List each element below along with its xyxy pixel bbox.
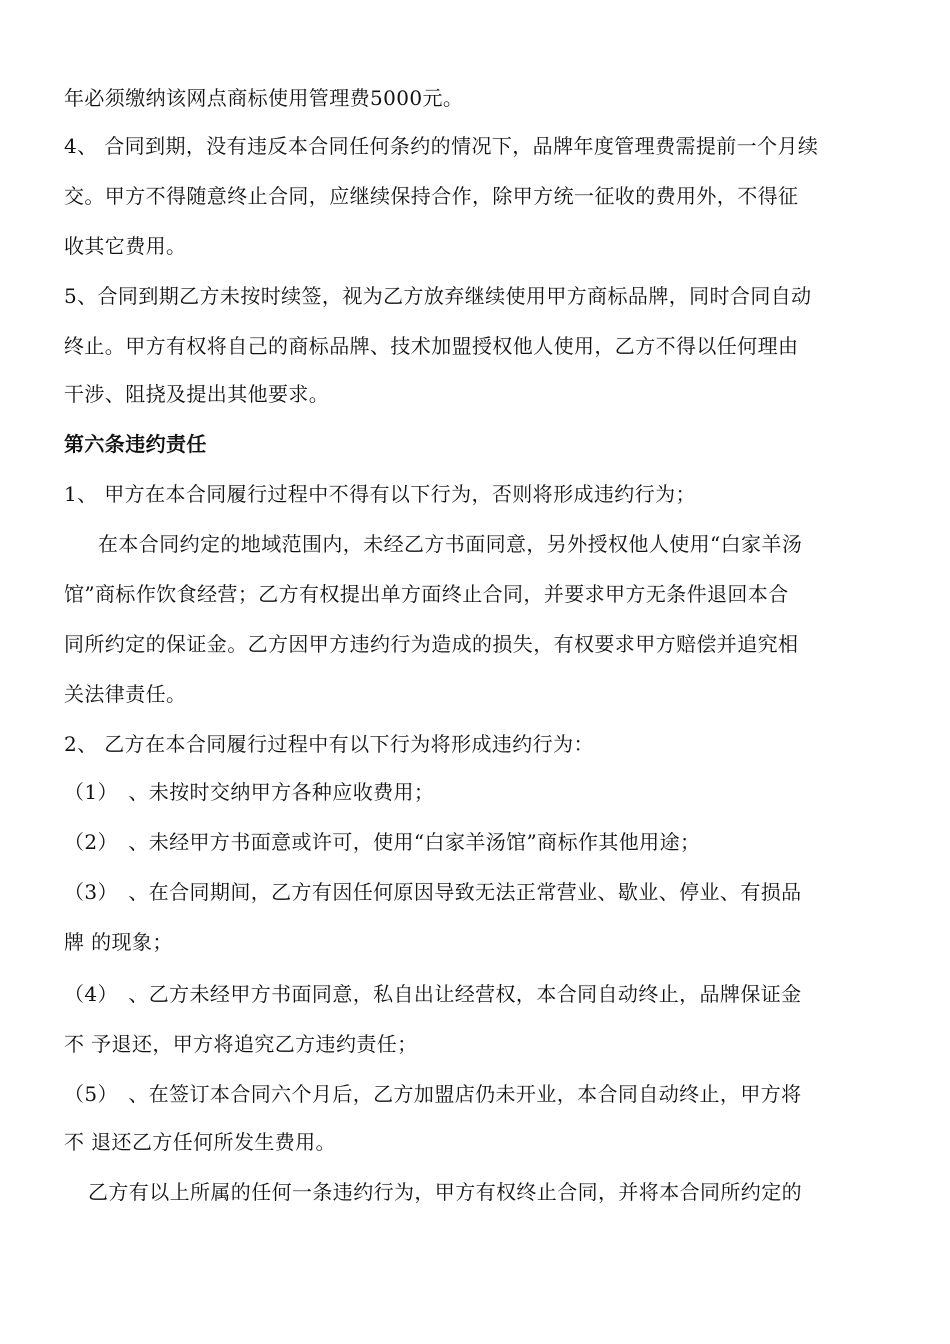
clause-5-line-2: 终止。甲方有权将自己的商标品牌、技术加盟授权他人使用，乙方不得以任何理由: [64, 334, 799, 358]
liability-1-line: 1、 甲方在本合同履行过程中不得有以下行为，否则将形成违约行为；: [64, 482, 696, 506]
liability-1-detail-line-1: 在本合同约定的地域范围内，未经乙方书面同意，另外授权他人使用“白家羊汤: [98, 532, 803, 556]
item-5-line-2: 不 退还乙方任何所发生费用。: [64, 1130, 336, 1154]
liability-1-detail-line-2: 馆”商标作饮食经营；乙方有权提出单方面终止合同，并要求甲方无条件退回本合: [64, 582, 789, 606]
clause-5-line-3: 干涉、阻挠及提出其他要求。: [64, 382, 330, 406]
clause-4-line-2: 交。甲方不得随意终止合同，应继续保持合作，除甲方统一征收的费用外，不得征: [64, 184, 799, 208]
item-3-line-1: （3） 、在合同期间，乙方有因任何原因导致无法正常营业、歇业、停业、有损品: [64, 880, 802, 904]
item-2-line: （2） 、未经甲方书面意或许可，使用“白家羊汤馆”商标作其他用途；: [64, 830, 701, 854]
closing-line: 乙方有以上所属的任何一条违约行为，甲方有权终止合同，并将本合同所约定的: [88, 1180, 802, 1204]
item-4-line-2: 不 予退还，甲方将追究乙方违约责任；: [64, 1032, 418, 1056]
clause-4-line-3: 收其它费用。: [64, 234, 187, 258]
clause-4-line-1: 4、 合同到期，没有违反本合同任何条约的情况下，品牌年度管理费需提前一个月续: [64, 134, 819, 158]
item-4-line-1: （4） 、乙方未经甲方书面同意，私自出让经营权，本合同自动终止，品牌保证金: [64, 982, 802, 1006]
section-heading: 第六条违约责任: [64, 432, 207, 456]
item-1-line: （1） 、未按时交纳甲方各种应收费用；: [64, 780, 435, 804]
item-3-line-2: 牌 的现象；: [64, 930, 173, 954]
liability-2-line: 2、 乙方在本合同履行过程中有以下行为将形成违约行为：: [64, 732, 594, 756]
text-line: 年必须缴纳该网点商标使用管理费5000元。: [64, 86, 464, 110]
clause-5-line-1: 5、合同到期乙方未按时续签，视为乙方放弃继续使用甲方商标品牌，同时合同自动: [64, 284, 812, 308]
liability-1-detail-line-3: 同所约定的保证金。乙方因甲方违约行为造成的损失，有权要求甲方赔偿并追究相: [64, 632, 799, 656]
item-5-line-1: （5） 、在签订本合同六个月后，乙方加盟店仍未开业，本合同自动终止，甲方将: [64, 1082, 802, 1106]
liability-1-detail-line-4: 关法律责任。: [64, 682, 187, 706]
